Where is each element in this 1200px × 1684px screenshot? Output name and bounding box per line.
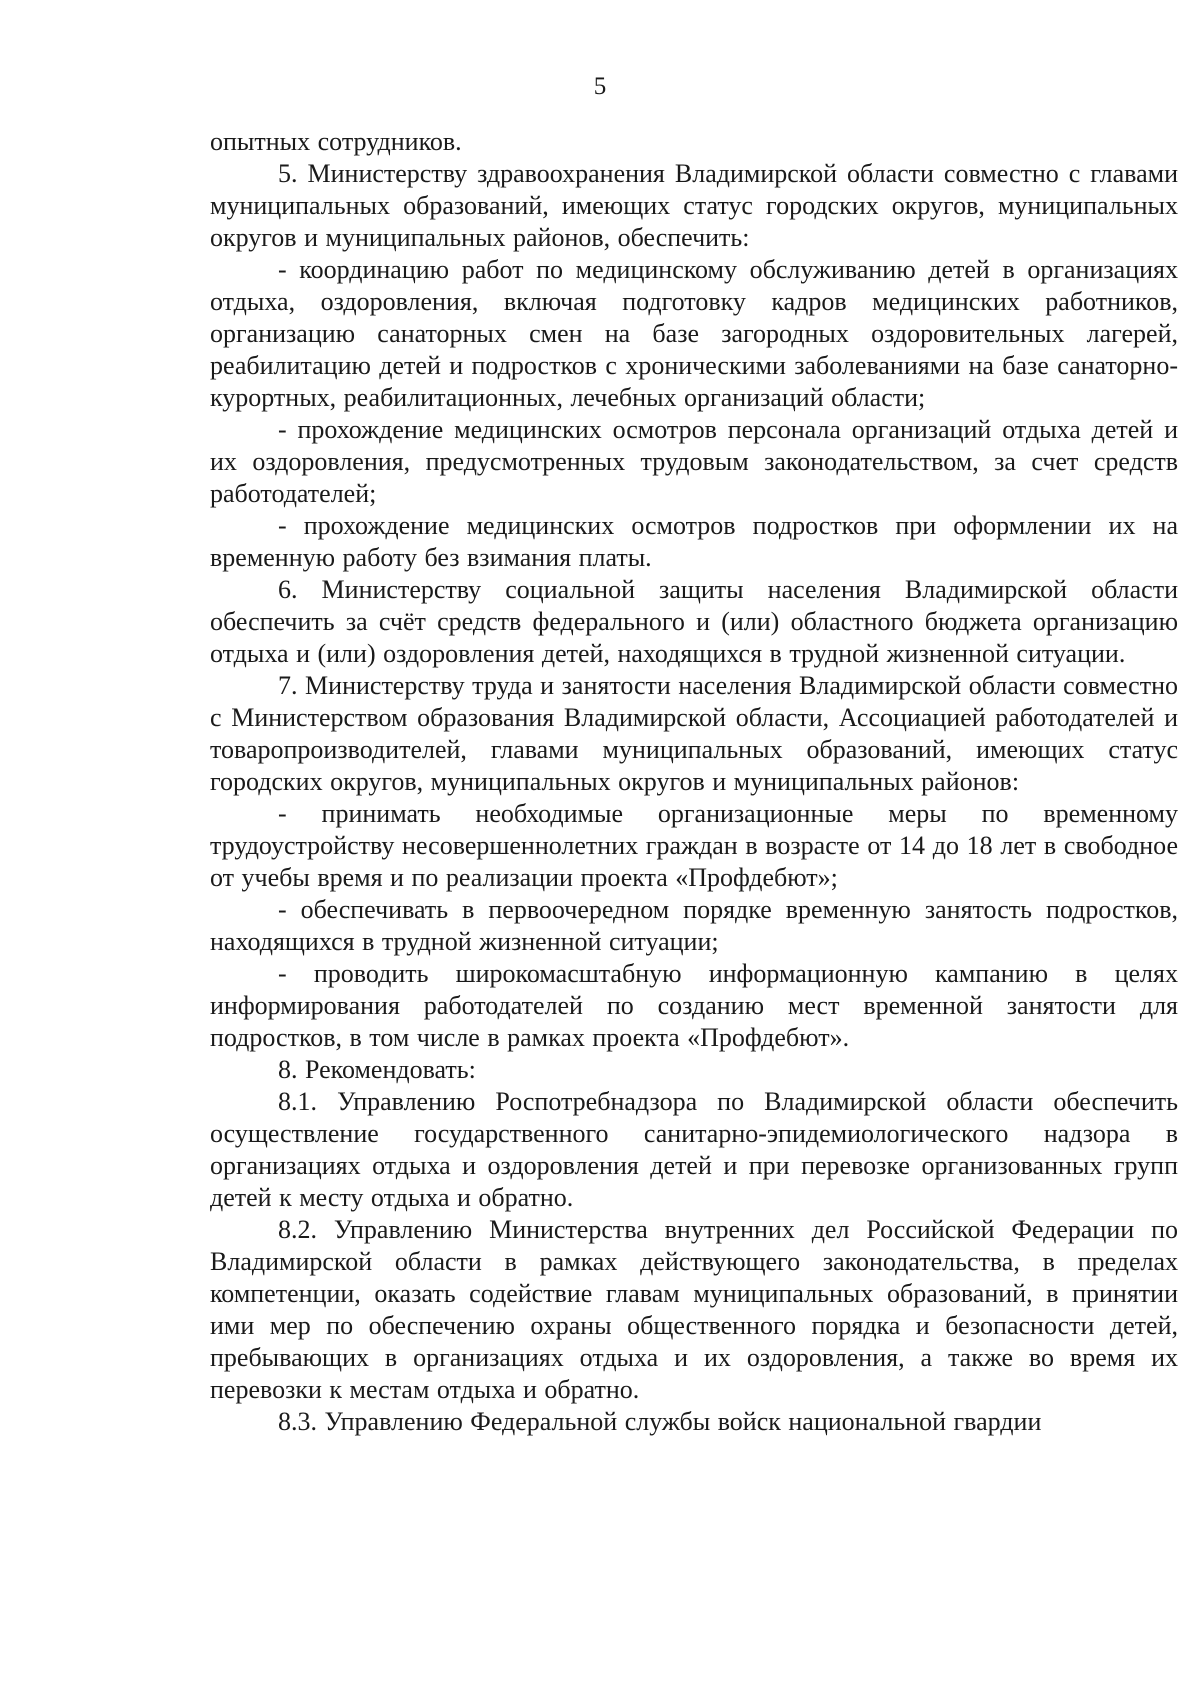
paragraph-item-6: 6. Министерству социальной защиты населения Владимирской области обеспечить за счёт средств федерального и (или) областного бюджета организацию отдыха и (или) оздоровления детей, находящихся в трудной жизненной ситуации. xyxy=(210,575,1178,668)
page-number: 5 xyxy=(593,73,607,100)
paragraph-item-8: 8. Рекомендовать: xyxy=(278,1055,476,1084)
paragraph-item-7-sub-1: - принимать необходимые организационные меры по временному трудоустройству несовершеннолетних граждан в возрасте от 14 до 18 лет в свободное от учебы время и по реализации проекта «Профдебют»; xyxy=(210,799,1178,892)
paragraph-item-7-sub-2: - обеспечивать в первоочередном порядке временную занятость подростков, находящихся в трудной жизненной ситуации; xyxy=(210,895,1178,956)
paragraph-item-5: 5. Министерству здравоохранения Владимирской области совместно с главами муниципальных образований, имеющих статус городских округов, муниципальных округов и муниципальных районов, обеспечить: xyxy=(210,159,1178,252)
paragraph-item-7-sub-3: - проводить широкомасштабную информационную кампанию в целях информирования работодателей по созданию мест временной занятости для подростков, в том числе в рамках проекта «Профдебют». xyxy=(210,959,1178,1052)
paragraph-item-5-sub-3: - прохождение медицинских осмотров подростков при оформлении их на временную работу без взимания платы. xyxy=(210,511,1178,572)
paragraph-continuation: опытных сотрудников. xyxy=(210,127,462,156)
paragraph-item-8-3: 8.3. Управлению Федеральной службы войск национальной гвардии xyxy=(278,1407,1042,1436)
paragraph-item-8-2: 8.2. Управлению Министерства внутренних дел Российской Федерации по Владимирской области в рамках действующего законодательства, в пределах компетенции, оказать содействие главам муниципальных образований, в принятии ими мер по обеспечению охраны общественного порядка и безопасности детей, пребывающих в организациях отдыха и их оздоровления, а также во время их перевозки к местам отдыха и обратно. xyxy=(210,1215,1178,1404)
paragraph-item-5-sub-1: - координацию работ по медицинскому обслуживанию детей в организациях отдыха, оздоровления, включая подготовку кадров медицинских работников, организацию санаторных смен на базе загородных оздоровительных лагерей, реабилитацию детей и подростков с хроническими заболеваниями на базе санаторно-курортных, реабилитационных, лечебных организаций области; xyxy=(210,255,1178,412)
paragraph-item-8-1: 8.1. Управлению Роспотребнадзора по Владимирской области обеспечить осуществление государственного санитарно-эпидемиологического надзора в организациях отдыха и оздоровления детей и при перевозке организованных групп детей к месту отдыха и обратно. xyxy=(210,1087,1178,1212)
paragraph-item-7: 7. Министерству труда и занятости населения Владимирской области совместно с Министерством образования Владимирской области, Ассоциацией работодателей и товаропроизводителей, главами муниципальных образований, имеющих статус городских округов, муниципальных округов и муниципальных районов: xyxy=(210,671,1178,796)
paragraph-item-5-sub-2: - прохождение медицинских осмотров персонала организаций отдыха детей и их оздоровления, предусмотренных трудовым законодательством, за счет средств работодателей; xyxy=(210,415,1178,508)
document-body xyxy=(210,126,1178,1438)
